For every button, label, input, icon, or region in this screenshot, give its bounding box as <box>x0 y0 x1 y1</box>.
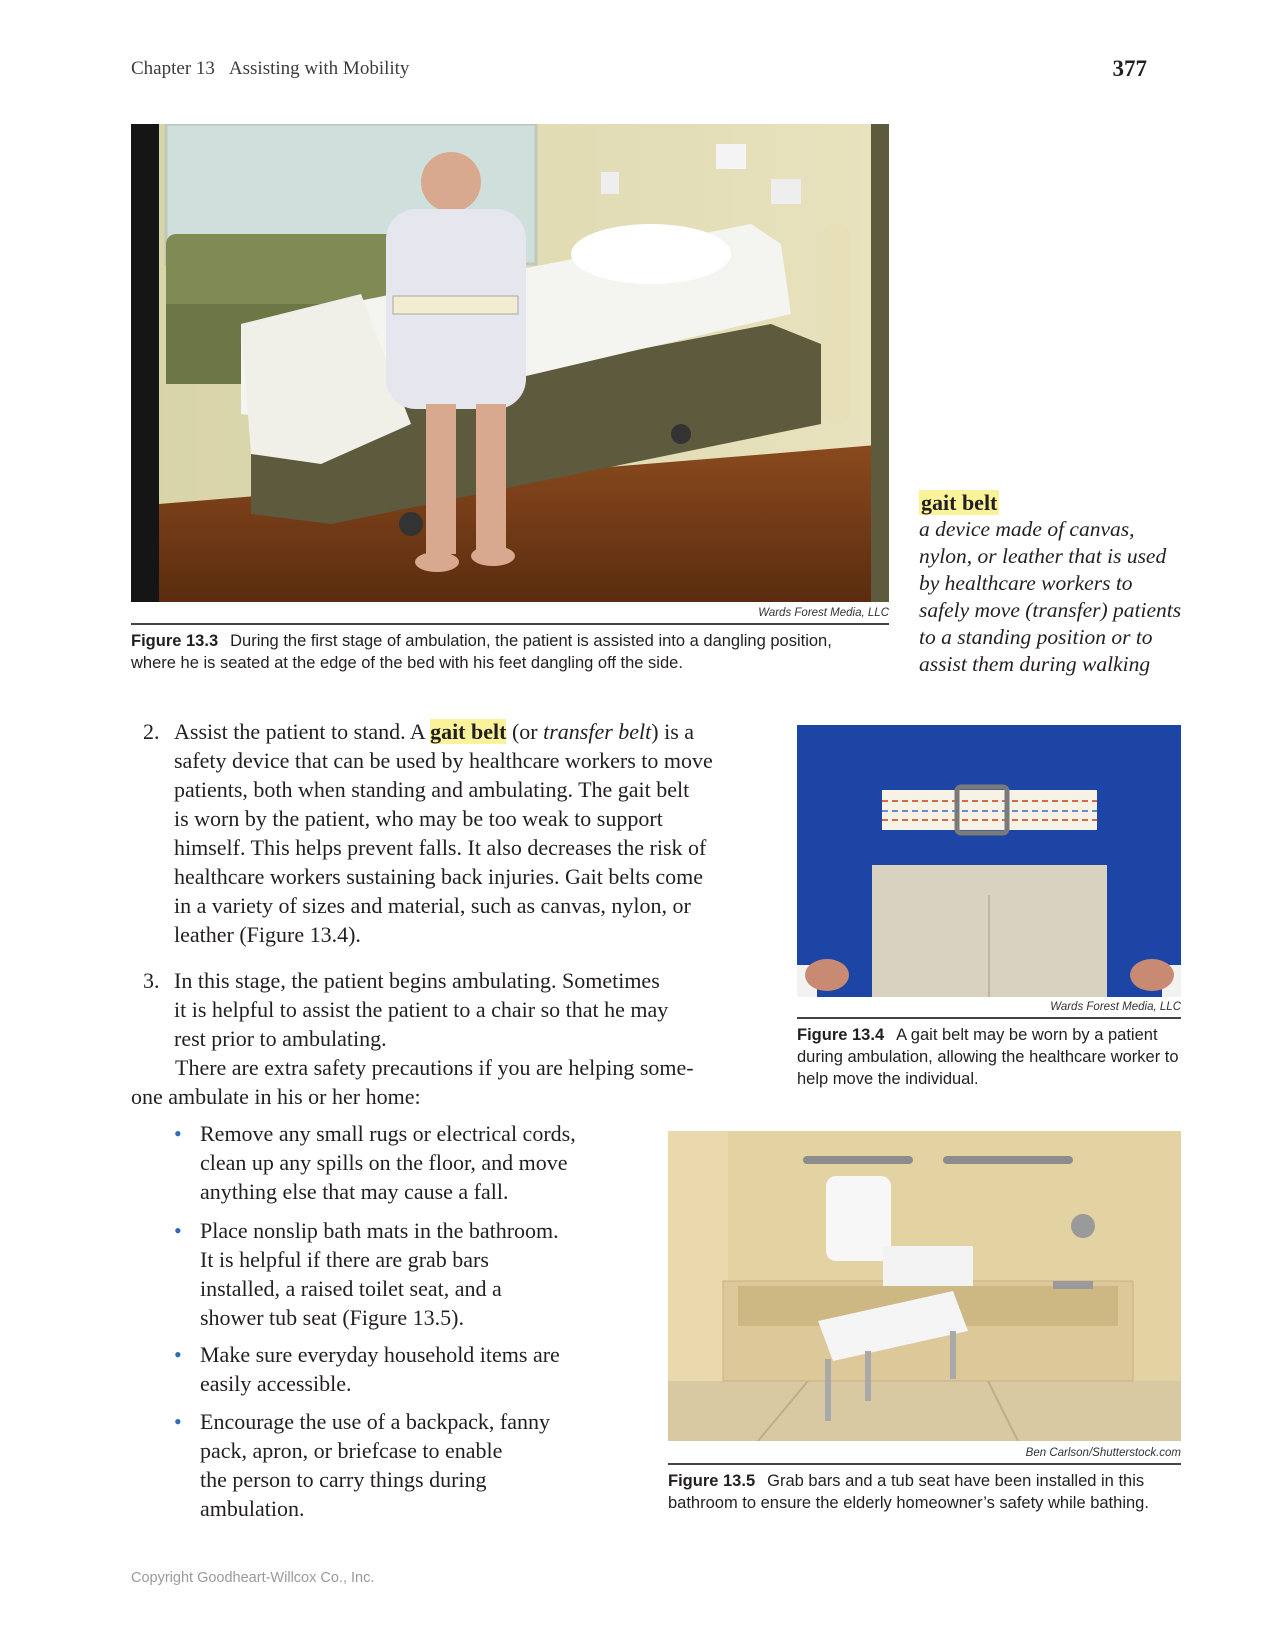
page-number: 377 <box>1112 56 1147 81</box>
glossary-definition-line: assist them during walking <box>919 652 1151 676</box>
figure-13-3-rule <box>131 623 889 625</box>
paragraph-line: one ambulate in his or her home: <box>131 1084 421 1109</box>
bullet-text <box>200 1340 560 1398</box>
glossary-definition-line: nylon, or leather that is used <box>919 544 1167 568</box>
figure-13-3-number: Figure 13.3 <box>131 632 219 650</box>
step-3-text <box>174 966 668 1053</box>
step-2-first-line <box>174 717 713 746</box>
figure-13-4-rule <box>797 1017 1181 1019</box>
step-2-line: patients, both when standing and ambulating. The gait belt <box>174 777 690 802</box>
hospital-room-illustration <box>131 124 889 602</box>
step-2-line: is worn by the patient, who may be too weak to support <box>174 806 663 831</box>
figure-13-4-number: Figure 13.4 <box>797 1026 885 1044</box>
figure-13-4-credit: Wards Forest Media, LLC <box>1050 1001 1181 1013</box>
glossary-term: gait belt <box>921 490 998 515</box>
figure-13-4-caption <box>797 1024 1181 1090</box>
glossary-definition-line: by healthcare workers to <box>919 571 1133 595</box>
transfer-belt-term: transfer belt <box>543 719 652 744</box>
figure-13-5-number: Figure 13.5 <box>668 1472 756 1490</box>
bullet-text <box>200 1119 576 1206</box>
step-3-line: it is helpful to assist the patient to a chair so that he may <box>174 997 669 1022</box>
bullet-line: Remove any small rugs or electrical cords, <box>200 1121 576 1146</box>
bullet-text <box>200 1216 559 1332</box>
figure-13-3-photo <box>131 124 889 602</box>
bullet-dot: • <box>174 1342 182 1367</box>
paragraph-line: There are extra safety precautions if you are helping some- <box>175 1055 694 1080</box>
figure-13-4-caption-text: A gait belt may be worn by a patient during ambulation, allowing the healthcare worker to help move the individual. <box>797 1026 1179 1088</box>
bullet-line: anything else that may cause a fall. <box>200 1179 509 1204</box>
step-2-line: leather (Figure 13.4). <box>174 922 361 947</box>
step-3-line: rest prior to ambulating. <box>174 1026 387 1051</box>
figure-13-5-caption-text: Grab bars and a tub seat have been installed in this bathroom to ensure the elderly homeowner’s safety while bathing. <box>668 1472 1149 1512</box>
step-2-line: safety device that can be used by healthcare workers to move <box>174 748 713 773</box>
step-2-number: 2. <box>143 719 160 744</box>
step-3 <box>143 966 783 1056</box>
glossary-entry <box>919 490 1209 678</box>
gait-belt-term: gait belt <box>430 719 507 744</box>
chapter-number: Chapter 13 <box>131 58 215 79</box>
bullet-line: clean up any spills on the floor, and move <box>200 1150 568 1175</box>
copyright-footer: Copyright Goodheart-Willcox Co., Inc. <box>131 1570 375 1586</box>
step-3-line: In this stage, the patient begins ambulating. Sometimes <box>174 968 660 993</box>
bullet-line: Place nonslip bath mats in the bathroom. <box>200 1218 559 1243</box>
bullet-item <box>174 1216 654 1334</box>
glossary-definition <box>919 516 1199 678</box>
bathroom-illustration <box>668 1131 1181 1441</box>
step-2-paren-open: (or <box>511 719 538 744</box>
safety-paragraph <box>131 1053 791 1111</box>
step-2-paren-close: ) is a <box>651 719 695 744</box>
glossary-definition-line: safely move (transfer) patients <box>919 598 1182 622</box>
figure-13-5-caption <box>668 1470 1181 1514</box>
figure-13-5-photo <box>668 1131 1181 1441</box>
glossary-definition-line: to a standing position or to <box>919 625 1153 649</box>
bullet-dot: • <box>174 1121 182 1146</box>
step-2-line: himself. This helps prevent falls. It also decreases the risk of <box>174 835 707 860</box>
bullet-line: Make sure everyday household items are <box>200 1342 560 1367</box>
step-2 <box>143 717 783 957</box>
bullet-line: the person to carry things during <box>200 1467 487 1492</box>
bullet-line: Encourage the use of a backpack, fanny <box>200 1409 551 1434</box>
bullet-dot: • <box>174 1409 182 1434</box>
bullet-line: easily accessible. <box>200 1371 352 1396</box>
bullet-line: pack, apron, or briefcase to enable <box>200 1438 503 1463</box>
bullet-line: installed, a raised toilet seat, and a <box>200 1276 502 1301</box>
bullet-line: ambulation. <box>200 1496 305 1521</box>
gait-belt-illustration <box>797 725 1181 997</box>
figure-13-4-photo <box>797 725 1181 997</box>
figure-13-5-rule <box>668 1463 1181 1465</box>
bullet-line: It is helpful if there are grab bars <box>200 1247 489 1272</box>
bullet-item <box>174 1119 654 1207</box>
figure-13-3-caption <box>131 630 861 674</box>
running-head <box>131 58 409 80</box>
step-2-line: in a variety of sizes and material, such as canvas, nylon, or <box>174 893 691 918</box>
chapter-title: Assisting with Mobility <box>228 58 410 79</box>
figure-13-5-credit: Ben Carlson/Shutterstock.com <box>1025 1447 1181 1459</box>
figure-13-3-caption-text: During the first stage of ambulation, the patient is assisted into a dangling position, where he is seated at the edge of the bed with his feet dangling off the side. <box>131 632 832 672</box>
step-2-intro: Assist the patient to stand. A <box>174 719 425 744</box>
step-2-text <box>174 717 713 949</box>
bullet-item <box>174 1340 654 1400</box>
step-2-line: healthcare workers sustaining back injuries. Gait belts come <box>174 864 704 889</box>
bullet-line: shower tub seat (Figure 13.5). <box>200 1305 464 1330</box>
figure-13-3-credit: Wards Forest Media, LLC <box>758 607 889 619</box>
bullet-text <box>200 1407 550 1523</box>
bullet-dot: • <box>174 1218 182 1243</box>
glossary-definition-line: a device made of canvas, <box>919 517 1135 541</box>
bullet-item <box>174 1407 654 1525</box>
step-3-number: 3. <box>143 968 160 993</box>
